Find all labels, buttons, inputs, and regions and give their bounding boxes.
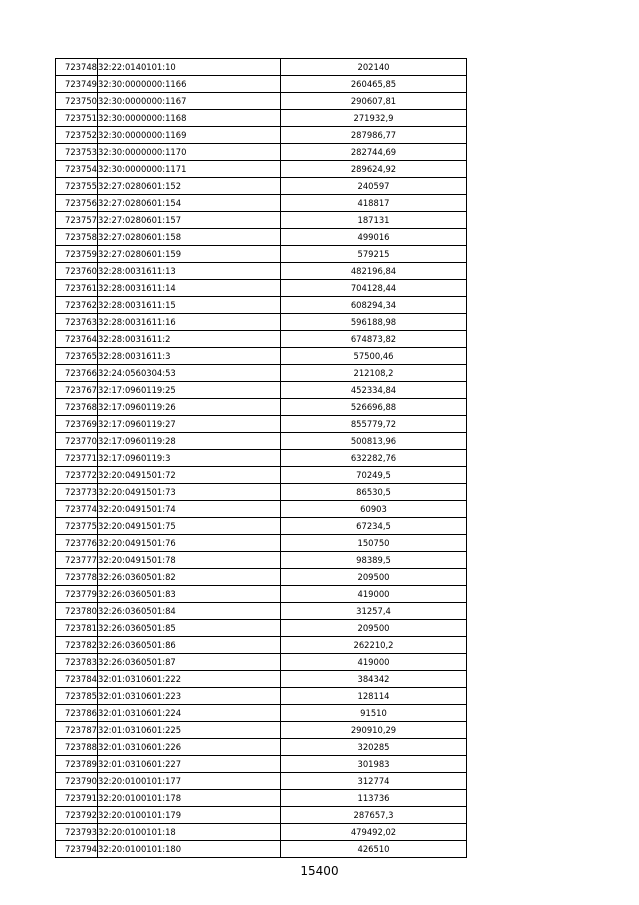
table-row	[56, 416, 467, 433]
cadastral-number-cell: 32:26:0360501:85	[98, 620, 281, 637]
table-row	[56, 790, 467, 807]
row-id-cell: 723785	[56, 688, 98, 705]
table-row	[56, 365, 467, 382]
value-cell: 499016	[281, 229, 467, 246]
value-cell: 704128,44	[281, 280, 467, 297]
cadastral-number-cell: 32:01:0310601:223	[98, 688, 281, 705]
row-id-cell: 723787	[56, 722, 98, 739]
row-id-cell: 723778	[56, 569, 98, 586]
cadastral-number-cell: 32:24:0560304:53	[98, 365, 281, 382]
table-row	[56, 739, 467, 756]
row-id-cell: 723757	[56, 212, 98, 229]
table-row	[56, 110, 467, 127]
cadastral-number-cell: 32:17:0960119:25	[98, 382, 281, 399]
table-row	[56, 144, 467, 161]
row-id-cell: 723782	[56, 637, 98, 654]
row-id-cell: 723790	[56, 773, 98, 790]
value-cell: 70249,5	[281, 467, 467, 484]
cadastral-number-cell: 32:22:0140101:10	[98, 59, 281, 76]
cadastral-number-cell: 32:17:0960119:28	[98, 433, 281, 450]
value-cell: 209500	[281, 569, 467, 586]
cadastral-number-cell: 32:26:0360501:83	[98, 586, 281, 603]
value-cell: 282744,69	[281, 144, 467, 161]
table-row	[56, 246, 467, 263]
table-row	[56, 450, 467, 467]
cadastral-number-cell: 32:27:0280601:152	[98, 178, 281, 195]
value-cell: 632282,76	[281, 450, 467, 467]
table-row	[56, 314, 467, 331]
value-cell: 418817	[281, 195, 467, 212]
value-cell: 240597	[281, 178, 467, 195]
row-id-cell: 723749	[56, 76, 98, 93]
cadastral-number-cell: 32:28:0031611:15	[98, 297, 281, 314]
row-id-cell: 723753	[56, 144, 98, 161]
row-id-cell: 723791	[56, 790, 98, 807]
row-id-cell: 723759	[56, 246, 98, 263]
cadastral-number-cell: 32:01:0310601:226	[98, 739, 281, 756]
row-id-cell: 723761	[56, 280, 98, 297]
row-id-cell: 723765	[56, 348, 98, 365]
table-row	[56, 722, 467, 739]
value-cell: 271932,9	[281, 110, 467, 127]
table-row	[56, 773, 467, 790]
value-cell: 150750	[281, 535, 467, 552]
value-cell: 419000	[281, 586, 467, 603]
row-id-cell: 723754	[56, 161, 98, 178]
cadastral-number-cell: 32:30:0000000:1168	[98, 110, 281, 127]
table-row	[56, 688, 467, 705]
table-row	[56, 671, 467, 688]
row-id-cell: 723756	[56, 195, 98, 212]
value-cell: 526696,88	[281, 399, 467, 416]
value-cell: 86530,5	[281, 484, 467, 501]
cadastral-number-cell: 32:20:0100101:18	[98, 824, 281, 841]
cadastral-number-cell: 32:20:0491501:78	[98, 552, 281, 569]
table-row	[56, 807, 467, 824]
value-cell: 608294,34	[281, 297, 467, 314]
value-cell: 452334,84	[281, 382, 467, 399]
row-id-cell: 723768	[56, 399, 98, 416]
value-cell: 301983	[281, 756, 467, 773]
table-row	[56, 484, 467, 501]
table-row	[56, 195, 467, 212]
row-id-cell: 723748	[56, 59, 98, 76]
row-id-cell: 723764	[56, 331, 98, 348]
value-cell: 312774	[281, 773, 467, 790]
row-id-cell: 723762	[56, 297, 98, 314]
value-cell: 419000	[281, 654, 467, 671]
row-id-cell: 723783	[56, 654, 98, 671]
cadastral-number-cell: 32:20:0491501:76	[98, 535, 281, 552]
value-cell: 212108,2	[281, 365, 467, 382]
table-row	[56, 212, 467, 229]
value-cell: 57500,46	[281, 348, 467, 365]
cadastral-number-cell: 32:26:0360501:82	[98, 569, 281, 586]
row-id-cell: 723794	[56, 841, 98, 858]
value-cell: 98389,5	[281, 552, 467, 569]
cadastral-number-cell: 32:20:0100101:180	[98, 841, 281, 858]
row-id-cell: 723750	[56, 93, 98, 110]
cadastral-number-cell: 32:30:0000000:1169	[98, 127, 281, 144]
cadastral-number-cell: 32:30:0000000:1166	[98, 76, 281, 93]
row-id-cell: 723758	[56, 229, 98, 246]
row-id-cell: 723770	[56, 433, 98, 450]
row-id-cell: 723751	[56, 110, 98, 127]
cadastral-number-cell: 32:28:0031611:3	[98, 348, 281, 365]
table-row	[56, 467, 467, 484]
table-row	[56, 93, 467, 110]
table-row	[56, 331, 467, 348]
row-id-cell: 723775	[56, 518, 98, 535]
table-row	[56, 399, 467, 416]
value-cell: 209500	[281, 620, 467, 637]
cadastral-number-cell: 32:01:0310601:224	[98, 705, 281, 722]
value-cell: 289624,92	[281, 161, 467, 178]
value-cell: 384342	[281, 671, 467, 688]
cadastral-number-cell: 32:20:0491501:73	[98, 484, 281, 501]
table-row	[56, 620, 467, 637]
row-id-cell: 723780	[56, 603, 98, 620]
cadastral-number-cell: 32:17:0960119:26	[98, 399, 281, 416]
table-row	[56, 824, 467, 841]
value-cell: 482196,84	[281, 263, 467, 280]
row-id-cell: 723766	[56, 365, 98, 382]
table-row	[56, 535, 467, 552]
value-cell: 202140	[281, 59, 467, 76]
cadastral-number-cell: 32:27:0280601:159	[98, 246, 281, 263]
cadastral-number-cell: 32:17:0960119:27	[98, 416, 281, 433]
row-id-cell: 723777	[56, 552, 98, 569]
cadastral-number-cell: 32:27:0280601:157	[98, 212, 281, 229]
value-cell: 128114	[281, 688, 467, 705]
table-row	[56, 59, 467, 76]
value-cell: 290607,81	[281, 93, 467, 110]
table-row	[56, 518, 467, 535]
row-id-cell: 723781	[56, 620, 98, 637]
table-row	[56, 127, 467, 144]
table-row	[56, 178, 467, 195]
value-cell: 290910,29	[281, 722, 467, 739]
cadastral-number-cell: 32:28:0031611:16	[98, 314, 281, 331]
cadastral-number-cell: 32:27:0280601:154	[98, 195, 281, 212]
value-cell: 320285	[281, 739, 467, 756]
row-id-cell: 723786	[56, 705, 98, 722]
row-id-cell: 723771	[56, 450, 98, 467]
row-id-cell: 723784	[56, 671, 98, 688]
cadastral-number-cell: 32:30:0000000:1170	[98, 144, 281, 161]
table-row	[56, 705, 467, 722]
cadastral-number-cell: 32:20:0491501:74	[98, 501, 281, 518]
table-row	[56, 603, 467, 620]
cadastral-number-cell: 32:17:0960119:3	[98, 450, 281, 467]
value-cell: 596188,98	[281, 314, 467, 331]
cadastral-number-cell: 32:20:0491501:72	[98, 467, 281, 484]
row-id-cell: 723776	[56, 535, 98, 552]
value-cell: 60903	[281, 501, 467, 518]
row-id-cell: 723793	[56, 824, 98, 841]
table-row	[56, 841, 467, 858]
value-cell: 187131	[281, 212, 467, 229]
cadastral-number-cell: 32:28:0031611:14	[98, 280, 281, 297]
row-id-cell: 723755	[56, 178, 98, 195]
cadastral-number-cell: 32:01:0310601:227	[98, 756, 281, 773]
table-row	[56, 297, 467, 314]
value-cell: 287657,3	[281, 807, 467, 824]
value-cell: 262210,2	[281, 637, 467, 654]
table-row	[56, 569, 467, 586]
row-id-cell: 723763	[56, 314, 98, 331]
value-cell: 674873,82	[281, 331, 467, 348]
cadastral-number-cell: 32:26:0360501:84	[98, 603, 281, 620]
cadastral-number-cell: 32:01:0310601:222	[98, 671, 281, 688]
page-number: 15400	[300, 864, 339, 878]
row-id-cell: 723752	[56, 127, 98, 144]
cadastral-number-cell: 32:20:0100101:179	[98, 807, 281, 824]
table-row	[56, 348, 467, 365]
table-row	[56, 756, 467, 773]
registry-table	[55, 58, 467, 858]
row-id-cell: 723789	[56, 756, 98, 773]
value-cell: 500813,96	[281, 433, 467, 450]
value-cell: 579215	[281, 246, 467, 263]
table-row	[56, 280, 467, 297]
value-cell: 479492,02	[281, 824, 467, 841]
table-row	[56, 637, 467, 654]
value-cell: 260465,85	[281, 76, 467, 93]
cadastral-number-cell: 32:20:0100101:177	[98, 773, 281, 790]
table-row	[56, 552, 467, 569]
value-cell: 67234,5	[281, 518, 467, 535]
cadastral-number-cell: 32:30:0000000:1167	[98, 93, 281, 110]
registry-table-body	[56, 59, 467, 858]
cadastral-number-cell: 32:28:0031611:13	[98, 263, 281, 280]
row-id-cell: 723792	[56, 807, 98, 824]
table-row	[56, 76, 467, 93]
value-cell: 91510	[281, 705, 467, 722]
table-row	[56, 654, 467, 671]
row-id-cell: 723767	[56, 382, 98, 399]
row-id-cell: 723769	[56, 416, 98, 433]
cadastral-number-cell: 32:01:0310601:225	[98, 722, 281, 739]
table-row	[56, 433, 467, 450]
table-row	[56, 229, 467, 246]
cadastral-number-cell: 32:20:0100101:178	[98, 790, 281, 807]
row-id-cell: 723773	[56, 484, 98, 501]
cadastral-number-cell: 32:27:0280601:158	[98, 229, 281, 246]
cadastral-number-cell: 32:26:0360501:86	[98, 637, 281, 654]
row-id-cell: 723772	[56, 467, 98, 484]
table-row	[56, 161, 467, 178]
cadastral-number-cell: 32:26:0360501:87	[98, 654, 281, 671]
value-cell: 113736	[281, 790, 467, 807]
row-id-cell: 723774	[56, 501, 98, 518]
table-row	[56, 382, 467, 399]
table-row	[56, 263, 467, 280]
row-id-cell: 723788	[56, 739, 98, 756]
value-cell: 287986,77	[281, 127, 467, 144]
value-cell: 31257,4	[281, 603, 467, 620]
cadastral-number-cell: 32:28:0031611:2	[98, 331, 281, 348]
value-cell: 426510	[281, 841, 467, 858]
cadastral-number-cell: 32:20:0491501:75	[98, 518, 281, 535]
cadastral-number-cell: 32:30:0000000:1171	[98, 161, 281, 178]
table-row	[56, 501, 467, 518]
row-id-cell: 723779	[56, 586, 98, 603]
row-id-cell: 723760	[56, 263, 98, 280]
table-row	[56, 586, 467, 603]
value-cell: 855779,72	[281, 416, 467, 433]
